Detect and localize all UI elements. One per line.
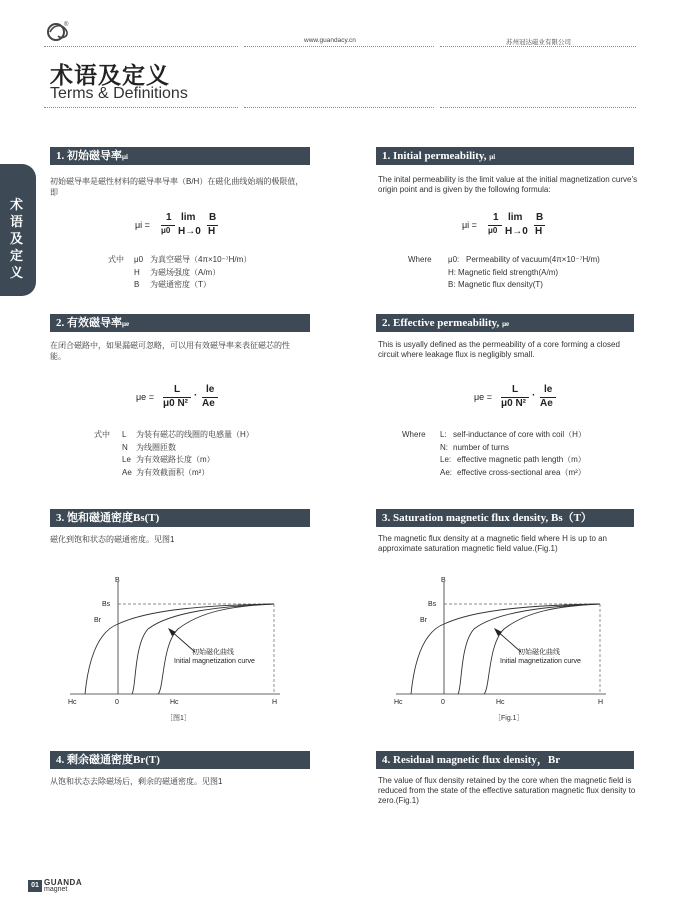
page-title-zh: 术语及定义 xyxy=(50,62,170,88)
s1-zh-where: 式中 xyxy=(108,255,124,264)
graph-label-zero: 0 xyxy=(115,699,119,706)
s4-en-text: The value of flux density retained by the core when the magnetic field is reduced from the state of the effective saturation magnetic flux density to zero.(Fig.1) xyxy=(378,776,636,805)
page-number: 01 xyxy=(28,880,42,892)
s2-en-text: This is usyally defined as the permeability of a core forming a closed circuit where leakage flux is negligibly small. xyxy=(378,340,620,359)
fig-caption-en: ［Fig.1］ xyxy=(494,715,524,722)
graph-label-Bs: Bs xyxy=(102,601,111,608)
section-heading-1-en: 1. Initial permeability, μi xyxy=(376,147,634,165)
s2-en-where: Where xyxy=(402,430,426,439)
side-tab-char: 定 xyxy=(10,248,24,263)
s4-zh-text: 从饱和状态去除磁场后，剩余的磁通密度。见图1 xyxy=(50,777,223,786)
side-tab-char: 及 xyxy=(10,231,24,246)
graph-label-B: B xyxy=(115,577,120,584)
side-tab-char: 语 xyxy=(10,214,24,229)
graph-label-Br: Br xyxy=(420,617,427,624)
graph-curve-zh: 初始磁化曲线 xyxy=(192,649,234,656)
side-tab-char: 术 xyxy=(10,197,24,212)
section-heading-2-en: 2. Effective permeability, μe xyxy=(376,314,634,332)
graph-label-Bs: Bs xyxy=(428,601,437,608)
section-heading-4-en: 4. Residual magnetic flux density，Br xyxy=(376,751,634,769)
bh-graph-zh xyxy=(60,574,300,709)
section-heading-2-zh: 2. 有效磁导率μe xyxy=(50,314,310,332)
bh-graph-en xyxy=(386,574,626,709)
side-tab-char: 义 xyxy=(10,265,24,280)
s2-en-symbols: L: self-inductance of core with coil（H） N: number of turns Le: effective magnetic path length（m） Ae: effective cross-sectional area（m²） xyxy=(440,430,586,477)
graph-label-Hc-right: Hc xyxy=(496,699,505,706)
formula-1-zh: μi = 1 μ0 lim H→0 B H xyxy=(135,212,217,237)
fig-caption-zh: ［图1］ xyxy=(166,715,191,722)
formula-1-en: μi = 1 μ0 lim H→0 B H xyxy=(462,212,544,237)
s3-en-text: The magnetic flux density at a magnetic field where H is up to an approximate saturation magnetic field value.(Fig.1) xyxy=(378,534,608,553)
graph-curve-zh: 初始磁化曲线 xyxy=(518,649,560,656)
s1-zh-text: 初始磁导率是磁性材料的磁导率导率（B/H）在磁化曲线始端的极限值，即 xyxy=(50,177,304,197)
graph-label-Br: Br xyxy=(94,617,101,624)
section-heading-4-zh: 4. 剩余磁通密度Br(T) xyxy=(50,751,310,769)
formula-2-zh: μe = L μ0 N² · le Ae xyxy=(136,384,256,414)
formula-2-en: μe = L μ0 N² · le Ae xyxy=(474,384,594,414)
graph-label-zero: 0 xyxy=(441,699,445,706)
page-title-en: Terms & Definitions xyxy=(50,85,188,102)
s3-zh-text: 磁化到饱和状态的磁通密度。见图1 xyxy=(50,535,175,544)
svg-text:®: ® xyxy=(64,22,69,28)
footer-brand-top: GUANDA xyxy=(44,878,83,887)
logo xyxy=(44,18,74,44)
side-tab xyxy=(0,164,36,296)
graph-curve-en: Initial magnetization curve xyxy=(500,658,581,665)
graph-curve-en: Initial magnetization curve xyxy=(174,658,255,665)
section-heading-3-zh: 3. 饱和磁通密度Bs(T) xyxy=(50,509,310,527)
header-company: 苏州冠达磁业有限公司 xyxy=(506,39,571,46)
graph-label-H: H xyxy=(272,699,278,706)
graph-label-Hc-right: Hc xyxy=(170,699,179,706)
section-heading-1-zh: 1. 初始磁导率μi xyxy=(50,147,310,165)
footer-brand-bottom: magnet xyxy=(44,886,68,893)
header-url: www.guandacy.cn xyxy=(304,37,356,44)
graph-label-Hc-left: Hc xyxy=(394,699,403,706)
graph-label-H: H xyxy=(598,699,604,706)
s1-en-symbols: μ0: Permeability of vacuum(4π×10⁻⁷H/m) H: Magnetic field strength(A/m) B: Magnetic flux density(T) xyxy=(448,255,600,289)
s2-zh-symbols: L 为装有磁芯的线圈的电感量（H） N 为线圈匝数 Le 为有效磁路长度（m） Ae 为有效截面积（m²） xyxy=(122,430,254,477)
s2-zh-text: 在闭合磁路中，如果漏磁可忽略，可以用有效磁导率来表征磁芯的性能。 xyxy=(50,341,290,361)
graph-label-B: B xyxy=(441,577,446,584)
section-heading-3-en: 3. Saturation magnetic flux density, Bs（T） xyxy=(376,509,634,527)
s1-zh-symbols: μ0 为真空磁导（4π×10⁻⁷H/m） H 为磁场强度（A/m） B 为磁通密度（T） xyxy=(134,255,252,289)
graph-label-Hc-left: Hc xyxy=(68,699,77,706)
s2-zh-where: 式中 xyxy=(94,430,110,439)
s1-en-text: The inital permeability is the limit value at the initial magnetization curve’s origin point and is given by the following formula: xyxy=(378,175,638,194)
s1-en-where: Where xyxy=(408,255,432,264)
